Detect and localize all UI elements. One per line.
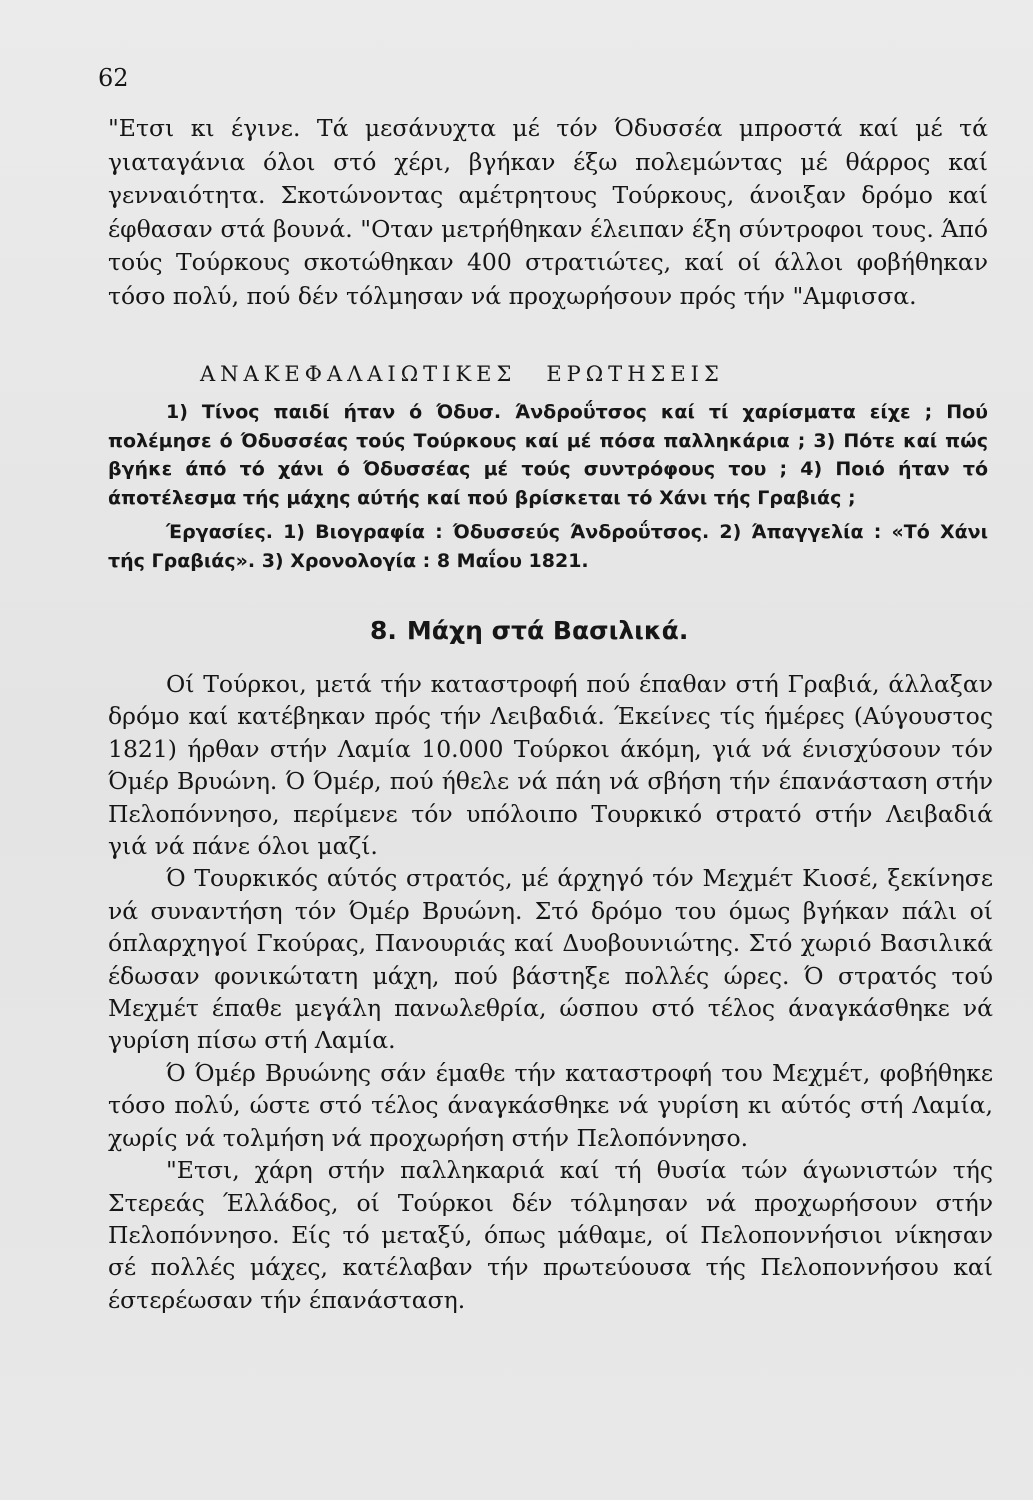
review-questions: 1) Τίνος παιδί ήταν ό Όδυσ. Άνδροΰτσος καί τί χαρίσματα είχε ; Πού πολέμησε ό Όδυσσέας τούς Τούρκους καί μέ πόσα παλληκάρια ; 3) Πότε καί πώς βγήκε άπό τό χάνι ό Όδυσσέας μέ τούς συντρόφους του ; 4) Ποιό ήταν τό άποτέλεσμα τής μάχης αύτής καί πού βρίσκεται τό Χάνι τής Γραβιάς ; — [108, 401, 988, 509]
review-heading-word-2: ΕΡΩΤΗΣΕΙΣ — [546, 362, 724, 386]
tasks-label: Έργασίες. — [166, 521, 273, 543]
tasks-paragraph — [108, 518, 988, 575]
body-paragraph: "Ετσι, χάρη στήν παλληκαριά καί τή θυσία τών άγωνιστών τής Στερεάς Έλλάδος, οί Τούρκοι δέν τόλμησαν νά προχωρήσουν στήν Πελοπόννησο. Είς τό μεταξύ, όπως μάθαμε, οί Πελοποννήσιοι νίκησαν σέ πολλές μάχες, κατέλαβαν τήν πρωτεύουσα τής Πελοποννήσου καί έστερέωσαν τήν έπανάσταση. — [108, 1156, 993, 1314]
review-questions-heading — [200, 362, 724, 386]
body-paragraph: Ό Τουρκικός αύτός στρατός, μέ άρχηγό τόν Μεχμέτ Κιοσέ, ξεκίνησε νά συναντήση τόν Όμέρ Βρυώνη. Στό δρόμο του όμως βγήκαν πάλι οί όπλαρχηγοί Γκούρας, Πανουριάς καί Δυοβουνιώτης. Στό χωριό Βασιλικά έδωσαν φονικώτατη μάχη, πού βάστηξε πολλές ώρες. Ό στρατός τού Μεχμέτ έπαθε μεγάλη πανωλεθρία, ώσπου στό τέλος άναγκάσθηκε νά γυρίση πίσω στή Λαμία. — [108, 864, 993, 1055]
intro-paragraph: "Ετσι κι έγινε. Τά μεσάνυχτα μέ τόν Όδυσσέα μπροστά καί μέ τά γιαταγάνια όλοι στό χέρι, βγήκαν έξω πολεμώντας μέ θάρρος καί γενναιότητα. Σκοτώνοντας αμέτρητους Τούρκους, άνοιξαν δρόμο καί έφθασαν στά βουνά. "Οταν μετρήθηκαν έλειπαν έξη σύντροφοι τους. Άπό τούς Τούρκους σκοτώθηκαν 400 στρατιώτες, καί οί άλλοι φοβήθηκαν τόσο πολύ, πού δέν τόλμησαν νά προχωρήσουν πρός τήν "Αμφισσα. — [108, 114, 988, 310]
review-heading-word-1: ΑΝΑΚΕΦΑΛΑΙΩΤΙΚΕΣ — [200, 362, 517, 386]
tasks-text: 1) Βιογραφία : Όδυσσεύς Άνδροΰτσος. 2) Άπαγγελία : «Τό Χάνι τής Γραβιάς». 3) Χρονολογία : 8 Μαΐου 1821. — [108, 521, 988, 572]
section-title-text: Μάχη στά Βασιλικά. — [406, 616, 689, 645]
section-number: 8. — [370, 616, 397, 645]
section-title — [370, 616, 688, 645]
body-paragraph: Ό Όμέρ Βρυώνης σάν έμαθε τήν καταστροφή του Μεχμέτ, φοβήθηκε τόσο πολύ, ώστε στό τέλος άναγκάσθηκε νά γυρίση κι αύτός στή Λαμία, χωρίς νά τολμήση νά προχωρήση στήν Πελοπόννησο. — [108, 1058, 993, 1152]
body-paragraph: Οί Τούρκοι, μετά τήν καταστροφή πού έπαθαν στή Γραβιά, άλλαξαν δρόμο καί κατέβηκαν πρός τήν Λειβαδιά. Έκείνες τίς ήμέρες (Αύγουστος 1821) ήρθαν στήν Λαμία 10.000 Τούρκοι άκόμη, γιά νά ένισχύσουν τόν Όμέρ Βρυώνη. Ό Όμέρ, πού ήθελε νά πάη νά σβήση τήν έπανάσταση στήν Πελοπόννησο, περίμενε τόν υπόλοιπο Τουρκικό στρατό στήν Λειβαδιά γιά νά πάνε όλοι μαζί. — [108, 670, 993, 861]
section-body — [108, 668, 993, 1316]
page-number: 62 — [98, 64, 129, 92]
